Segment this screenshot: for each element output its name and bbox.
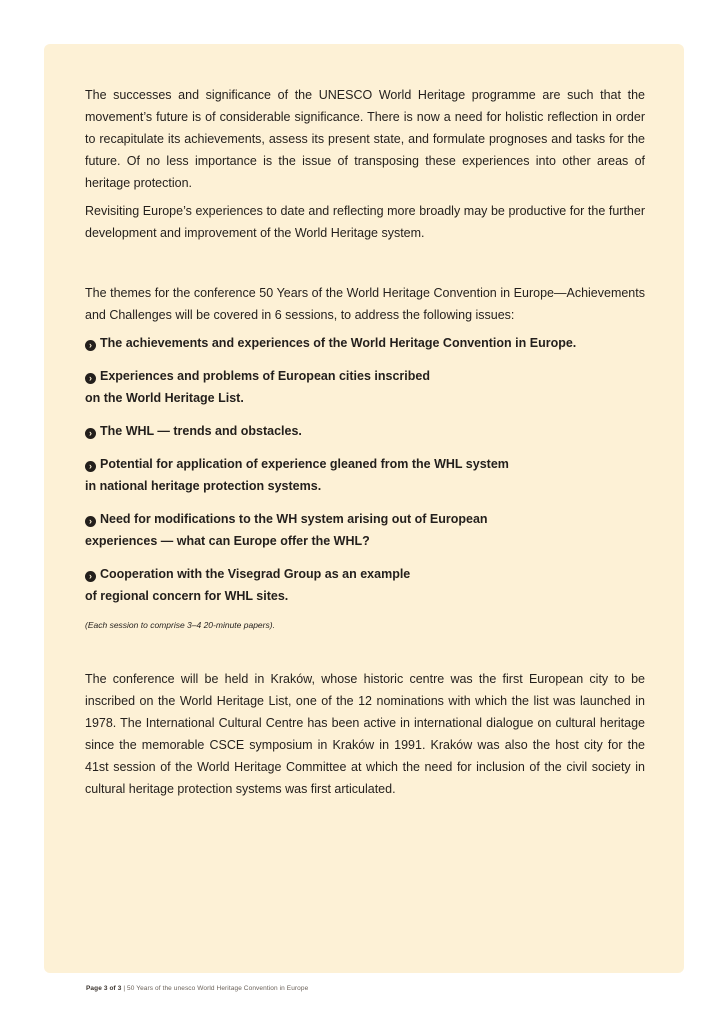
theme-item-text: The achievements and experiences of the World Heritage Convention in Europe. bbox=[100, 336, 577, 350]
themes-intro: The themes for the conference 50 Years of the World Heritage Convention in Europe—Achievements and Challenges will be covered in 6 sessions, to address the following issues: bbox=[85, 286, 645, 322]
theme-item-text: The WHL — trends and obstacles. bbox=[100, 424, 302, 438]
chevron-right-circle-icon: › bbox=[85, 571, 96, 582]
theme-item bbox=[85, 332, 645, 354]
chevron-right-circle-icon: › bbox=[85, 428, 96, 439]
theme-item bbox=[85, 453, 645, 497]
theme-item-text: Experiences and problems of European cities inscribed on the World Heritage List. bbox=[85, 369, 430, 405]
page-number: Page 3 of 3 bbox=[86, 985, 122, 992]
theme-item-text: Potential for application of experience gleaned from the WHL system in national heritage protection systems. bbox=[85, 457, 509, 493]
chevron-right-circle-icon: › bbox=[85, 373, 96, 384]
venue-paragraph: The conference will be held in Kraków, whose historic centre was the first European city to be inscribed on the World Heritage List, one of the 12 nominations with which the list was launched in 1978. The International Cultural Centre has been active in international dialogue on cultural heritage since the memorable CSCE symposium in Kraków in 1991. Kraków was also the host city for the 41st session of the World Heritage Committee at which the need for inclusion of the civil society in cultural heritage protection systems was first articulated. bbox=[85, 672, 645, 796]
intro-paragraph-1: The successes and significance of the UNESCO World Heritage programme are such that the movement’s future is of considerable significance. There is now a need for holistic reflection in order to recapitulate its achievements, assess its present state, and formulate prognoses and tasks for the future. Of no less importance is the issue of transposing these experiences into other areas of heritage protection. bbox=[85, 88, 645, 190]
page-footer bbox=[86, 985, 308, 992]
theme-item-text: Need for modifications to the WH system arising out of European experiences — what can Europe offer the WHL? bbox=[85, 512, 488, 548]
chevron-right-circle-icon: › bbox=[85, 461, 96, 472]
theme-item bbox=[85, 420, 645, 442]
themes-list bbox=[85, 332, 645, 607]
chevron-right-circle-icon: › bbox=[85, 340, 96, 351]
session-note: (Each session to comprise 3–4 20-minute papers). bbox=[85, 620, 275, 630]
intro-paragraph-2: Revisiting Europe’s experiences to date and reflecting more broadly may be productive for the further development and improvement of the World Heritage system. bbox=[85, 204, 645, 240]
theme-item-text: Cooperation with the Visegrad Group as an example of regional concern for WHL sites. bbox=[85, 567, 411, 603]
footer-separator: | bbox=[123, 985, 126, 992]
content-body bbox=[85, 84, 645, 800]
theme-item bbox=[85, 508, 645, 552]
chevron-right-circle-icon: › bbox=[85, 516, 96, 527]
theme-item bbox=[85, 563, 645, 607]
content-card bbox=[44, 44, 684, 973]
footer-title: 50 Years of the unesco World Heritage Convention in Europe bbox=[127, 985, 309, 992]
theme-item bbox=[85, 365, 645, 409]
